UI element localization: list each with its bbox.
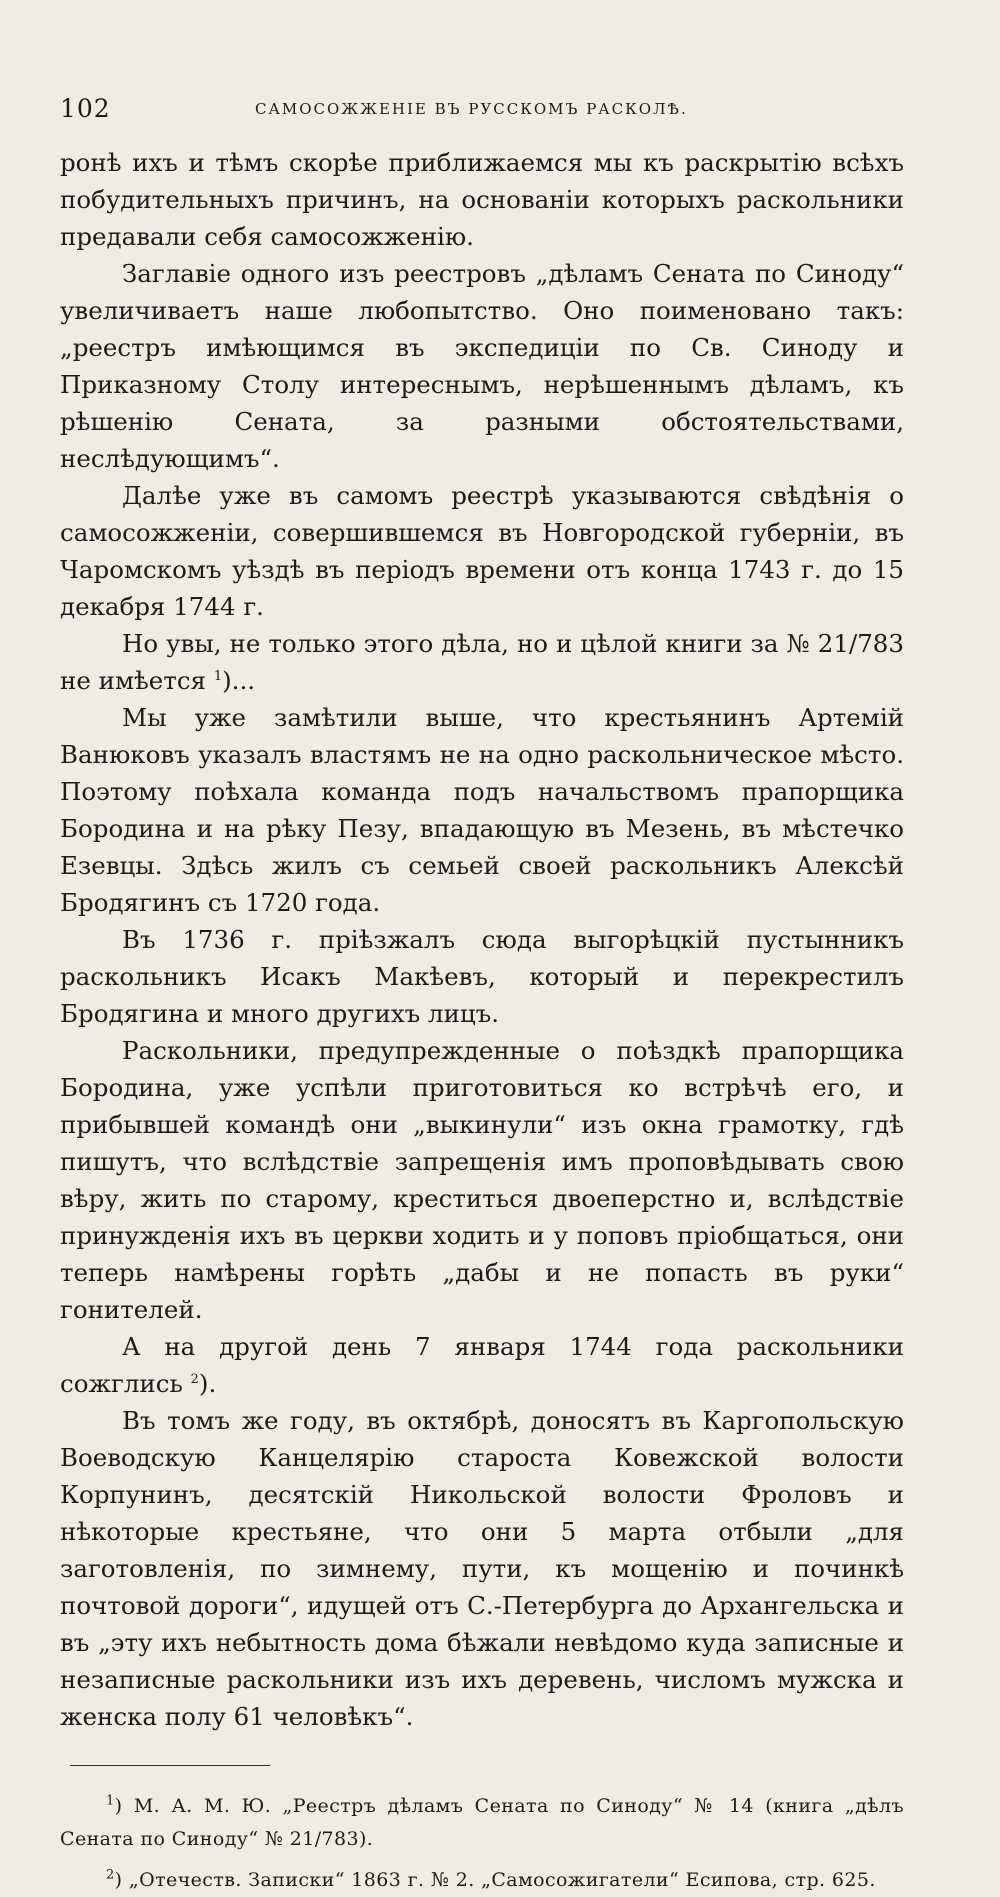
paragraph: А на другой день 7 января 1744 года раскольники сожглись $^2$). — [60, 1332, 904, 1398]
footnote-mark: 2 — [106, 1867, 115, 1883]
footnote-reference: 1 — [213, 668, 223, 684]
page-header — [60, 90, 904, 130]
paragraph: Въ 1736 г. пріѣзжалъ сюда выгорѣцкій пустынникъ раскольникъ Исакъ Макѣевъ, который и перекрестилъ Бродягина и много другихъ лицъ. — [60, 925, 904, 1028]
paragraph: Въ томъ же году, въ октябрѣ, доносятъ въ Каргопольскую Воеводскую Канцелярію староста Ковежской волости Корпунинъ, десятскій Никольской волости Фроловъ и нѣкоторые крестьяне, что они 5 марта отбыли „для заготовленія, по зимнему, пути, къ мощенію и починкѣ почтовой дороги“, идущей отъ С.-Петербурга до Архангельска и въ „эту ихъ небытность дома бѣжали невѣдомо куда записные и незаписные раскольники изъ ихъ деревень, числомъ мужска и женска полу 61 человѣкъ“. — [60, 1406, 904, 1731]
paragraph: Заглавіе одного изъ реестровъ „дѣламъ Сената по Синоду“ увеличиваетъ наше любопытство. Оно поименовано такъ: „реестръ имѣющимся въ экспедиціи по Св. Синоду и Приказному Столу интереснымъ, нерѣшеннымъ дѣламъ, къ рѣшенію Сената, за разными обстоятельствами, неслѣдующимъ“. — [60, 259, 904, 473]
footnote-mark: 1 — [106, 1793, 115, 1809]
footnote: $^1$) М. А. М. Ю. „Реестръ дѣламъ Сената по Синоду“ № 14 (книга „дѣлъ Сената по Синоду“ № 21/783). — [60, 1793, 904, 1850]
paragraph: Раскольники, предупрежденные о поѣздкѣ прапорщика Бородина, уже успѣли приготовиться ко встрѣчѣ его, и прибывшей командѣ они „выкинули“ изъ окна грамотку, гдѣ пишутъ, что вслѣдствіе запрещенія имъ проповѣдывать свою вѣру, жить по старому, креститься двоеперстно и, вслѣдствіе принужденія ихъ въ церкви ходить и у поповъ пріобщаться, они теперь намѣрены горѣть „дабы и не попасть въ руки“ гонителей. — [60, 1036, 904, 1324]
footnote: $^2$) „Отечеств. Записки“ 1863 г. № 2. „Самосожигатели“ Есипова, стр. 625. — [106, 1867, 876, 1891]
footnote-divider — [70, 1765, 270, 1766]
body-text — [60, 144, 904, 1735]
paragraph: Далѣе уже въ самомъ реестрѣ указываются свѣдѣнія о самосожженіи, совершившемся въ Новгородской губерніи, въ Чаромскомъ уѣздѣ въ періодъ времени отъ конца 1743 г. до 15 декабря 1744 г. — [60, 481, 904, 621]
paragraph: Мы уже замѣтили выше, что крестьянинъ Артемій Ванюковъ указалъ властямъ не на одно раскольническое мѣсто. Поэтому поѣхала команда подъ начальствомъ прапорщика Бородина и на рѣку Пезу, впадающую въ Мезень, въ мѣстечко Езевцы. Здѣсь жилъ съ семьей своей раскольникъ Алексѣй Бродягинъ съ 1720 года. — [60, 703, 904, 917]
running-title: САМОСОЖЖЕНІЕ ВЪ РУССКОМЪ РАСКОЛѢ. — [255, 100, 688, 118]
paragraph: Но увы, не только этого дѣла, но и цѣлой книги за № 21/783 не имѣется $^1$)... — [60, 629, 904, 695]
page-number: 102 — [60, 94, 111, 123]
footnotes — [60, 1790, 904, 1897]
paragraph: ронѣ ихъ и тѣмъ скорѣе приближаемся мы къ раскрытію всѣхъ побудительныхъ причинъ, на основаніи которыхъ раскольники предавали себя самосожженію. — [60, 148, 904, 251]
footnote-reference: 2 — [190, 1371, 199, 1387]
